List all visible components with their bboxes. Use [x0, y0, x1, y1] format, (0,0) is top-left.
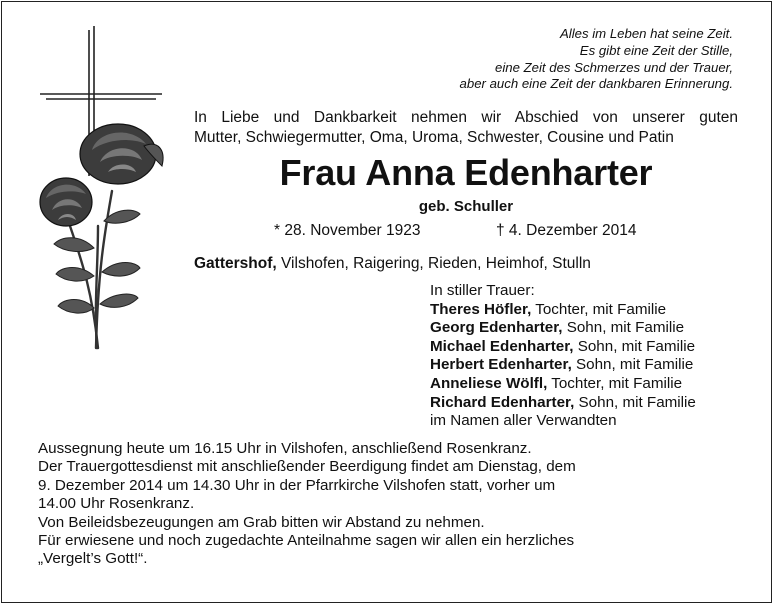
- maiden-name: geb. Schuller: [418, 198, 514, 215]
- mourner-relation: Tochter, mit Familie: [531, 300, 667, 318]
- mourner-relation: Tochter, mit Familie: [547, 374, 683, 392]
- mourner-relation: Sohn, mit Familie: [562, 319, 685, 337]
- mourners-closing: im Namen aller Verwandten: [430, 412, 617, 430]
- list-item: [430, 338, 696, 357]
- cross-and-roses-illustration: [36, 26, 170, 356]
- footer-line: „Vergelt’s Gott!“.: [38, 550, 148, 568]
- places-line: [194, 254, 591, 274]
- mourner-relation: Sohn, mit Familie: [573, 337, 696, 355]
- list-item: [430, 319, 696, 338]
- service-details: [38, 440, 576, 569]
- rose-icon: [80, 124, 163, 184]
- quote-line: Alles im Leben hat seine Zeit.: [560, 26, 733, 41]
- list-item: [430, 375, 696, 394]
- quote-line: Es gibt eine Zeit der Stille,: [579, 42, 733, 58]
- footer-line: 14.00 Uhr Rosenkranz.: [38, 495, 195, 513]
- mourner-name: Anneliese Wölfl,: [430, 374, 548, 392]
- place-rest: Vilshofen, Raigering, Rieden, Heimhof, Stulln: [276, 255, 591, 272]
- list-item: [430, 356, 696, 375]
- death-date: † 4. Dezember 2014: [496, 222, 637, 239]
- footer-line: Für erwiesene und noch zugedachte Anteilnahme sagen wir allen ein herzliches: [38, 532, 575, 550]
- mourner-name: Richard Edenharter,: [430, 393, 575, 411]
- list-item: [430, 301, 696, 320]
- intro-line: In Liebe und Dankbarkeit nehmen wir Abschied von unserer guten: [194, 109, 738, 126]
- intro-text: [194, 108, 738, 148]
- mourner-name: Michael Edenharter,: [430, 337, 574, 355]
- quote-line: aber auch eine Zeit der dankbaren Erinnerung.: [459, 76, 733, 92]
- deceased-name: Frau Anna Edenharter: [279, 152, 653, 193]
- intro-line: Mutter, Schwiegermutter, Oma, Uroma, Schwester, Cousine und Patin: [194, 129, 674, 146]
- footer-line: Der Trauergottesdienst mit anschließender Beerdigung findet am Dienstag, dem: [38, 458, 576, 476]
- mourner-name: Georg Edenharter,: [430, 319, 563, 337]
- mourners-list: [430, 282, 696, 431]
- quote-line: eine Zeit des Schmerzes und der Trauer,: [495, 59, 733, 75]
- epigraph-quote: [460, 26, 733, 93]
- mourner-name: Herbert Edenharter,: [430, 356, 572, 374]
- mourners-heading: In stiller Trauer:: [430, 282, 535, 299]
- birth-date: * 28. November 1923: [274, 222, 421, 239]
- footer-line: Aussegnung heute um 16.15 Uhr in Vilshofen, anschließend Rosenkranz.: [38, 440, 532, 457]
- place-bold: Gattershof,: [194, 255, 277, 272]
- mourner-name: Theres Höfler,: [430, 300, 532, 318]
- rose-icon: [40, 178, 92, 226]
- footer-line: 9. Dezember 2014 um 14.30 Uhr in der Pfarrkirche Vilshofen statt, vorher um: [38, 476, 556, 494]
- footer-line: Von Beileidsbezeugungen am Grab bitten wir Abstand zu nehmen.: [38, 513, 485, 531]
- mourner-relation: Sohn, mit Familie: [571, 356, 694, 374]
- list-item: [430, 394, 696, 413]
- mourner-relation: Sohn, mit Familie: [574, 393, 696, 411]
